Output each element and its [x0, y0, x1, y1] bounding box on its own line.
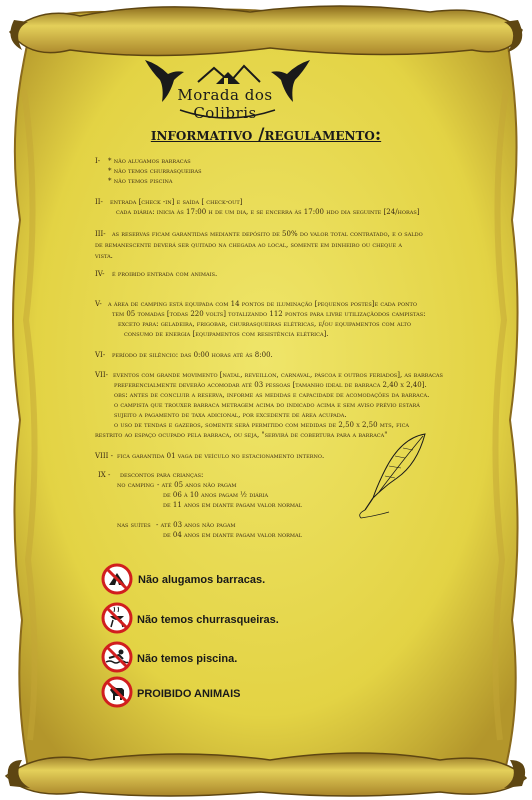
page-title: informativo /regulamento:: [150, 125, 382, 145]
section-8-line: fica garantida 01 vaga de veículo no estacionamento interno.: [117, 452, 325, 460]
section-4-line: é proibido entrada com animais.: [112, 270, 218, 278]
section-2-line: entrada [check -in] e saída [ check-out]: [110, 198, 243, 206]
section-5-line: tem 05 tomadas [todas 220 volts] totalizando 112 pontos para livre utilizaçãodos campistas:: [112, 310, 426, 318]
sign-label: Não temos churrasqueiras.: [137, 614, 279, 626]
no-dogs-icon: [101, 676, 133, 708]
section-1-line: * não alugamos barracas: [108, 157, 191, 165]
suites-discount-line: - até 03 anos não pagam: [156, 521, 236, 529]
section-7-line: o campista que trouxer barraca metragem acima do indicado acima e sem aviso prévio estará: [114, 401, 420, 409]
section-5-line: a área de camping está equipada com 14 pontos de iluminação [pequenos postes]e cada ponto: [108, 300, 417, 308]
section-1-number: I-: [95, 157, 101, 165]
section-2-line: cada diária: inicia às 17:00 h de um dia, e se encerra às 17:00 hdo dia seguinte [24/horas]: [116, 208, 420, 216]
camping-label: no camping: [117, 481, 154, 489]
section-9-heading: descontos para crianças:: [120, 471, 204, 479]
section-3-line: vista.: [95, 252, 113, 260]
section-6-line: período de silêncio: das 0:00 horas até às 8:00.: [112, 351, 273, 359]
logo-wordmark: Morada dos Colibris: [177, 86, 273, 122]
section-9-number: IX -: [98, 471, 111, 479]
section-3-number: III-: [95, 230, 106, 238]
section-7-line: obs: antes de concluir a reserva, informe as medidas e capacidade de acomodações da barraca.: [114, 391, 430, 399]
section-3-line: de remanescente deverá ser quitado na chegada ao local, somente em dinheiro ou cheque a: [95, 241, 402, 249]
no-barbecue-icon: [101, 602, 133, 634]
camping-discount-line: de 11 anos em diante pagam valor normal: [163, 501, 302, 509]
section-5-line: consumo de energia [equipamentos com resistência elétrica].: [124, 330, 329, 338]
section-6-number: VI-: [95, 351, 106, 359]
section-7-line: eventos com grande movimento [natal, reveillon, carnaval, páscoa e outros feriados], as barracas: [113, 371, 443, 379]
section-1-line: * não temos piscina: [108, 177, 173, 185]
sign-label: PROIBIDO ANIMAIS: [137, 688, 241, 700]
section-2-number: II-: [95, 198, 103, 206]
sign-label: Não alugamos barracas.: [138, 574, 266, 586]
no-tent-icon: [101, 563, 133, 595]
section-7-line: restrito ao espaço ocupado pela barraca, ou seja, "servirá de cobertura para a barraca": [95, 431, 388, 439]
section-7-number: VII-: [95, 371, 108, 379]
section-7-line: preferencialmente deverão acomodar até 03 pessoas [tamanho ideal de barraca 2,40 x 2,40].: [114, 381, 427, 389]
camping-discount-line: de 06 à 10 anos pagam ½ diária: [163, 491, 269, 499]
camping-discount-line: - até 05 anos não pagam: [157, 481, 237, 489]
sign-label: Não temos piscina.: [137, 653, 238, 665]
section-3-line: as reservas ficam garantidas mediante depósito de 50% do valor total contratado, e o saldo: [112, 230, 423, 238]
section-7-line: o uso de tendas e gazebos, somente será permitido com medidas de 2,50 x 2,50 mts, fica: [114, 421, 410, 429]
section-8-number: VIII -: [95, 452, 113, 460]
section-5-number: V-: [95, 300, 102, 308]
section-7-line: sujeito a pagamento de taxa adicional, por excedente de área acupada.: [114, 411, 347, 419]
section-5-line: exceto para: geladeira, frigobar, churrasqueiras elétricas, e/ou equipamentos com alto: [118, 320, 411, 328]
quill-pen-icon: [355, 430, 430, 520]
suites-label: nas suítes: [117, 521, 151, 529]
suites-discount-line: de 04 anos em diante pagam valor normal: [163, 531, 302, 539]
no-swimming-icon: [101, 641, 133, 673]
section-1-line: * não temos churrasqueiras: [108, 167, 202, 175]
section-4-number: IV-: [95, 270, 105, 278]
